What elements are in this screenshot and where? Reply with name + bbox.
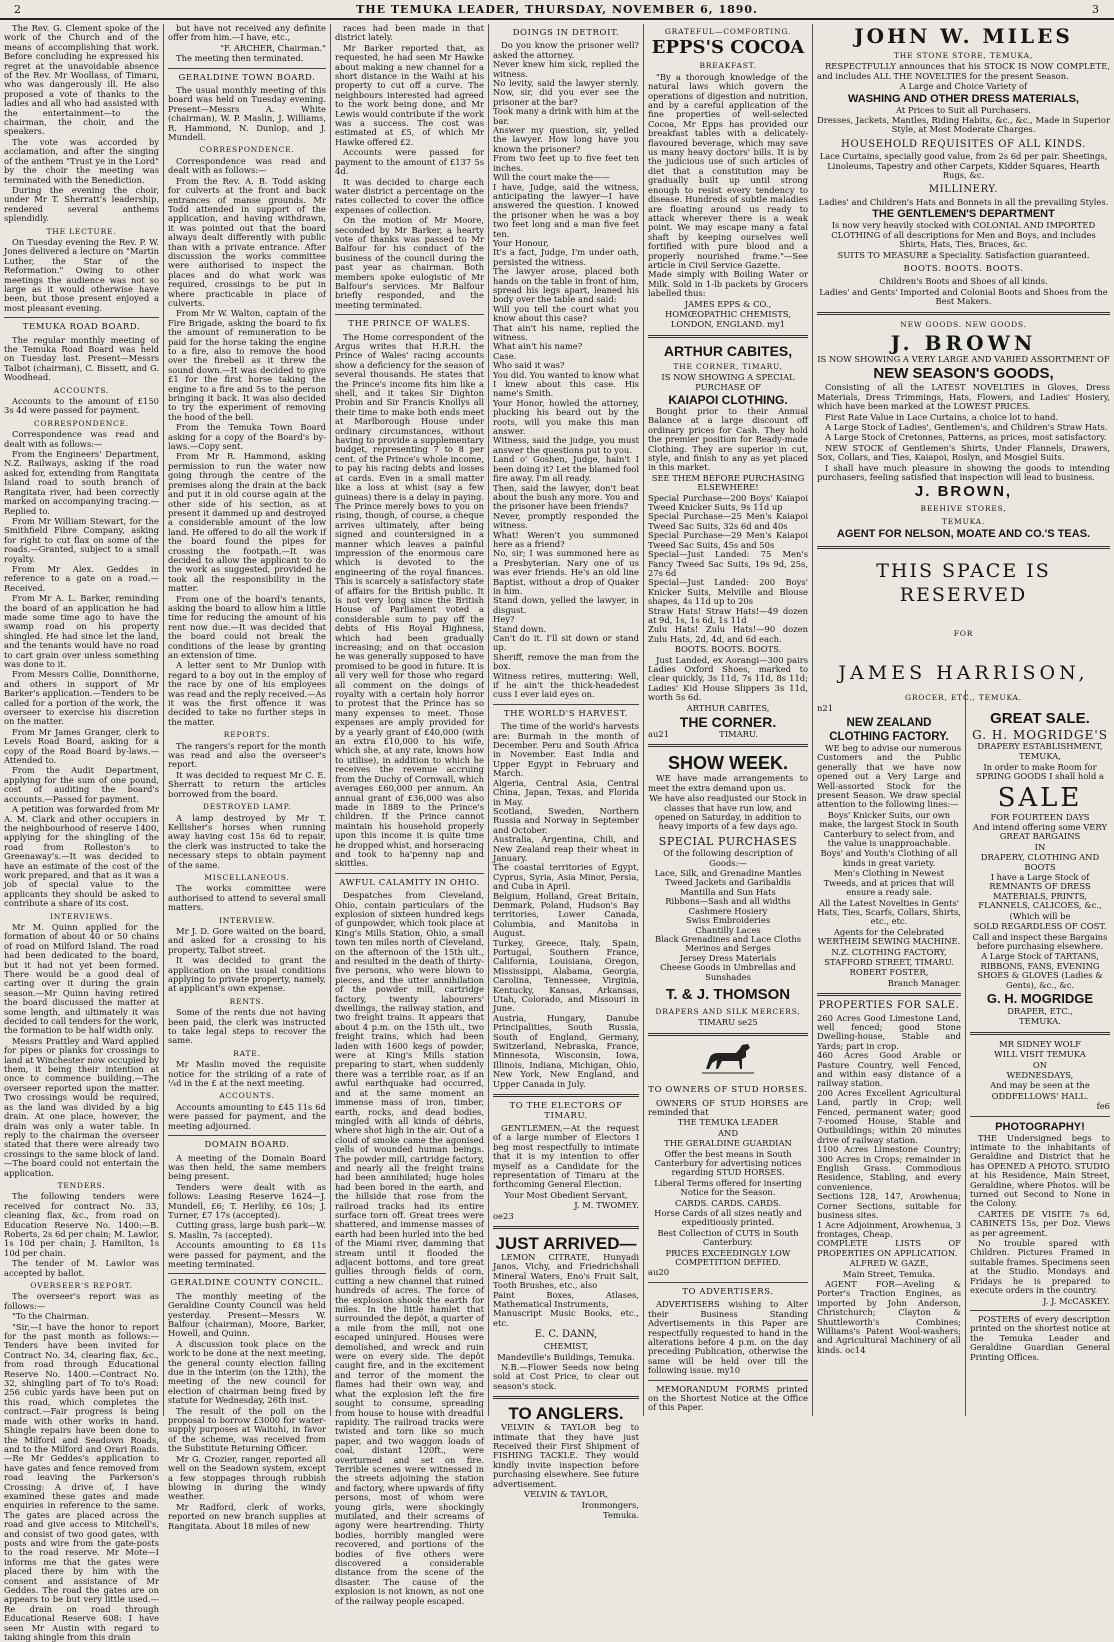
paragraph: I have a Large Stock of REMNANTS OF DRESS MATERIALS, PRINTS, FLANNELS, CALICOES, &c., (978, 872, 1102, 911)
advert-title: PROPERTIES FOR SALE. (818, 1000, 960, 1012)
paragraph: In order to make Room for SPRING GOODS I shall hold a (975, 761, 1104, 782)
paragraph: Dresses, Jackets, Mantles, Riding Habits, &c., &c., Made in Superior Style, at Most Moderate Charges. (817, 115, 1110, 135)
paragraph: LEMON CITRATE, Hunyadi Janos, Vichy, and Friedrichshall Mineral Waters, Eno's Fruit Salt, Tooth Brushes, etc., also Paint Boxes, Atlases, Mathematical Instruments, Manuscript Music Books, etc., etc. (493, 1251, 639, 1328)
paragraph: From the Engineers' Department, N.Z. Railways, asking if the road asked for, extending from Rangitata Island road to south branch of Rangitata river, had been correctly marked on accompanying tracing.—Replied to. (4, 449, 159, 516)
subheading: RENTS. (229, 996, 265, 1006)
paragraph: CARDS. CARDS. CARDS. (674, 1197, 782, 1208)
advert-highlight: SALE (997, 782, 1083, 813)
paragraph: ADVERTISERS wishing to Alter their Business Standing Advertisements in this Paper are respectfully requested to hand in the alterations before 4 p.m. on the day preceding Publication, otherwise the same will be held over till the following issue. my10 (648, 1299, 808, 1376)
paragraph: The Home correspondent of the Argus writes that H.R.H. the Prince of Wales' racing accounts show a deficiency for the season of several thousands. He states that the Prince's income fits him like a shell, and it takes Sir Dighton Probin and Sir Francis Knollys all their time to make both ends meet at Marlborough House under ordinary circumstances, without having to provide a supplementary budget, representing 7 to 8 per cent. of the Prince's whole income, to pay his racing debts and losses at cards. Even in a small matter like a loss at whist (say a few guineas) there is a delay in paying. The Prince merely bows to you on rising, though, of course, a cheque arrives ultimately, after being signed and countersigned in a manner which leaves a painful impression of the enormous care which is devoted to the engineering of the royal finances. This is scarcely a satisfactory state of affairs for the British public. It is not very long since the British House of Parliament voted a considerable sum to pay off the debts of His Royal Highness, which had been gradually increasing; and on that occasion he was generally supposed to have promised to be good in future. It is all very well for those who regard all comment on the doings of royalty with a certain holy horror to protest that the Prince has so many expenses to meet. Those expenses are amply provided for by a yearly grant of £40,000 (with an extra £10,000 to his wife, which she, at any rate, knows how to utilise), in addition to which he receives the revenue accruing from the Duchy of Cornwall, which averages £60,000 per annum. An annual grant of £36,000 was also made in 1889 to the Prince's children. If the Prince cannot maintain his household properly upon this income it is quite time he dropped whist, and horseracing and took to ha'penny nap and skittles. (335, 331, 484, 869)
advertiser-name: T. & J. THOMSON (665, 985, 791, 1003)
paragraph: At Prices to Suit all Purchasers. (895, 104, 1032, 115)
subheading: INTERVIEWS. (50, 911, 113, 921)
paragraph: OWNERS OF STUD HORSES are reminded that (648, 1097, 808, 1117)
advertiser-role: CHEMIST, (543, 1341, 589, 1352)
advertiser-name: JAMES EPPS & CO., (684, 298, 772, 309)
paragraph: Messrs Prattley and Ward applied for pipes or planks for crossings to land at Winchester now occupied by them, it being their intention at once to commence building.—The overseer reported upon the matter. Two crossings would be required, as the land was divided by a big drain. At one place, however, the drain was only a water table. In reply to the chairman the overseer stated that there were already two crossings to the same block of land.—The board could not entertain the application. (4, 1035, 159, 1178)
paragraph: Mr M. Quinn applied for the formation of about 40 or 50 chains of road on Milford Island. The road had been dedicated to the board, but it had not yet been formed. There would be a good deal of carting over it during the grain season.—Mr Quinn having retired the board discussed the matter at some length, and ultimately it was decided to call tenders for the work, the formation to be half width only. (4, 921, 159, 1036)
paragraph: WILL VISIT TEMUKA (994, 1049, 1086, 1060)
paragraph: The result of the poll on the proposal to borrow £3000 for water-supply purposes at Waitohi, in favor of the scheme, was received from the Substitute Returning Officer. (168, 1405, 326, 1454)
paragraph: Ladies' and Children's Hats and Bonnets in all the prevailing Styles. (818, 196, 1109, 207)
subheading: INTERVIEW. (218, 915, 276, 925)
paragraph: Men's Clothing in Newest Tweeds, and at prices that will ensure a ready sale. (823, 868, 955, 898)
property-list: 260 Acres Good Limestone Land, well fenced; good Stone Dwelling-house, Stable and Yards; part in crop. 460 Acres Good Arable or Pasture Country, well Fenced, and within easy distance of a railway station. 200 Acres Excellent Agricultural Land, partly in Crop; well Fenced, permanent water; good 7-roomed House, Stable and Outbuildings; within 20 minutes drive of railway station. 1100 Acres Limestone Country; 300 Acres in Crops; remainder in English Grass. Commodious Residence, Stabling, and every convenience. Sections 128, 147, Arowhenua; Corner Sections, suitable for business sites. 1 Acre Adjoinment, Arowhenua, 3 frontages, Cheap. COMPLETE LISTS OF PROPERTIES ON APPLICATION. (817, 1012, 961, 1258)
paragraph: "By a thorough knowledge of the natural laws which govern the operations of digestion and nutrition, and by a careful application of the fine properties of well-selected Cocoa, Mr Epps has provided our breakfast tables with a delicately-flavoured beverage, which may save us many heavy doctors' bills. It is by the judicious use of such articles of diet that a constitution may be gradually built up until strong enough to resist every tendency to disease. Hundreds of subtle maladies are floating around us ready to attack wherever there is a weak point. We may escape many a fatal shaft by keeping ourselves well fortified with pure blood and a properly nourished frame."—See article in Civil Service Gazette. Made simply with Boiling Water or Milk. Sold in 1-lb packets by Grocers labelled thus: (648, 71, 808, 299)
masthead-title: THE TEMUKA LEADER, THURSDAY, NOVEMBER 6, 1890. (356, 2, 758, 16)
paragraph: Call and inspect these Bargains before purchasing elsewhere. (972, 931, 1108, 951)
paragraph: MEMORANDUM FORMS printed on the Shortest Notice at the Office of this Paper. (648, 1383, 808, 1413)
subheading: CORRESPONDENCE. (199, 145, 295, 155)
column-6-lower (813, 694, 965, 1416)
paragraph: From the Temuka Town Board asking for a copy of the Board's by-laws.—Copy sent. (168, 422, 326, 452)
advert-highlight: NEW SEASON'S GOODS, (873, 365, 1054, 383)
article-title: THE WORLD'S HARVEST. (503, 708, 629, 719)
masthead (0, 0, 1114, 20)
advertiser-place: Temuka. (603, 1509, 639, 1520)
article-title: GERALDINE COUNTY CONCIL. (170, 1278, 324, 1289)
advertiser-address: LONDON, ENGLAND. my1 (670, 319, 786, 330)
paragraph: (Which will be (1009, 910, 1071, 921)
paragraph: N.B.—Flower Seeds now being sold at Cost Price, to clear out season's stock. (493, 1362, 639, 1391)
paragraph: It was decided to charge each water district a percentage on the rates collected to cover the office expenses of collection. (335, 176, 484, 215)
paragraph: WEDNESDAYS, (1006, 1069, 1074, 1080)
divider (493, 704, 639, 705)
advertiser-name: G. H. MOGRIDGE'S (972, 728, 1108, 742)
paragraph: From Mr W. Walton, captain of the Fire Brigade, asking the board to fix the amount of remuneration to be paid for the horse taking the engine to a fire, also to remove the hood over the firebell as it threw the sound down.—It was decided to give £1 for the first horse taking the engine to a fire and 5s to the person bringing it back. It was also decided to try the experiment of removing the hood of the bell. (168, 308, 326, 422)
advertiser-name: N.Z. CLOTHING FACTORY, (831, 946, 947, 957)
ad-code: n21 (817, 703, 834, 714)
paragraph: SUITS TO MEASURE a Speciality. Satisfaction guaranteed. (837, 249, 1090, 260)
paragraph: Tenders were dealt with as follows: Leasing Reserve 1624—J. Mundell, £6; T. Herlihy, £6 10s; J. Turner, £7 17s (accepted). (168, 1181, 326, 1220)
advert-title: TO THE ELECTORS OF TIMARU. (509, 1101, 623, 1121)
advertiser-name: JOHN W. MILES (854, 24, 1073, 48)
advertiser-name: ALFRED W. GAZE, (849, 1258, 929, 1269)
paragraph: Ladies' and Gents' Imported and Colonial Boots and Shoes from the Best Makers. (819, 286, 1108, 307)
column-1 (0, 23, 163, 1642)
paragraph: WE beg to advise our numerous Customers and the Public generally that we have now opened out a Very Large and Well-assorted Stock for the present Season. We draw special attention to the following lines:— (817, 743, 961, 810)
ad-code: se25 (737, 1017, 758, 1028)
article-title: TEMUKA ROAD BOARD. (22, 322, 141, 333)
advert-headline: PHOTOGRAPHY! (995, 1120, 1085, 1133)
advertiser-role: DRAPERY ESTABLISHMENT, (977, 741, 1103, 751)
paragraph: Mr Barker reported that, as requested, he had seen Mr Hawke about making a new channel for a short distance in the Waihi at his property to cut off a curve. The neighbours interested had agreed to the work being done, and Mr Lewis would contribute if the work was a success. The cost was estimated at £5, of which Mr Hawke offered £2. (335, 42, 484, 147)
signature: J. M. TWOMEY. (574, 1200, 639, 1211)
paragraph: A Large Stock of TARTANS, RIBBONS, FANS, EVENING SHOES & GLOVES (Ladies & Gents), &c., &c. (977, 951, 1103, 990)
divider (970, 1310, 1110, 1311)
paragraph: From the Audit Department, applying for the sum of one pound, cost of auditing the board's accounts.—Passed for payment. (4, 765, 159, 804)
paragraph: On Tuesday evening the Rev. P. W. Jones delivered a lecture on "Martin Luther, the Star of the Reformation." Owing to other meetings the audience was not so large as it would otherwise have been, but those present enjoyed a most pleasant evening. (4, 236, 159, 313)
advert-subheading: BREAKFAST. (699, 61, 757, 71)
subheading: CORRESPONDENCE. (33, 418, 130, 428)
paragraph: THE Undersigned begs to intimate to the inhabitants of Geraldine and District that he has OPENED A PHOTO. STUDIO at his Residence, Main Street, Geraldine, where Photos. will be turned out Second to None in the Colony. (970, 1132, 1110, 1209)
subheading: ACCOUNTS. (219, 1091, 275, 1101)
ad-code: oe23 (493, 1210, 514, 1221)
paragraph: The following tenders were received for contract No. 33, cleaning flax, &c., from road on Education Reserve No. 1400:—B. Roberts, 2s 6d per chain; M. Lawlor, 1s 10d per chain; J. Hamilton, 1s 10d per chain. (4, 1191, 160, 1258)
subheading: THE LECTURE. (46, 226, 117, 236)
paragraph: No trouble spared with Children. Pictures Framed in suitable frames. Specimens seen at the Studio. Mondays and Fridays he is prepared to execute orders in the country. (970, 1238, 1110, 1296)
divider (970, 1116, 1110, 1117)
paragraph: I shall have much pleasure in showing the goods to intending purchasers, feeling satisfied that inspection will lead to business. (817, 462, 1110, 482)
price-list: Special Purchase—200 Boys' Kaiapoi Tweed Knicker Suits, 9s 11d up Special Purchase—25 Men's Kaiapoi Tweed Sac Suits, 32s 6d and 40s Special Purchase—29 Men's Kaiapoi Tweed Sac Suits, 45s and 50s Special—Just Landed: 75 Men's Fancy Tweed Sac Suits, 19s 9d, 25s, 27s 6d Special—Just Landed: 200 Boys' Knicker Suits, Melville and Blouse shapes, 4s 11d up to 20s Straw Hats! Straw Hats!—49 dozen at 9d, 1s, 1s 6d, 1s 11d Zulu Hats! Zulu Hats!—90 dozen Zulu Hats, 2d, 4d, and 6d each. (648, 492, 808, 644)
column-7 (966, 694, 1114, 1416)
paragraph: All the Latest Novelties in Gents' Hats, Ties, Scarfs, Collars, Shirts, etc., etc. (817, 897, 961, 927)
advertiser-name: J. BROWN, (914, 483, 1013, 501)
paragraph: "To the Chairman. (12, 1311, 90, 1322)
paragraph: Is now very heavily stocked with COLONIAL AND IMPORTED CLOTHING of all descriptions for Men and Boys, and includes Shirts, Hats, Ties, Braces, &c. (831, 220, 1096, 250)
paragraph: Despatches from Cleveland, Ohio, contain particulars of the explosion of sixteen hundred kegs of gunpowder, which took place at King's Mills Station, Ohio, a small town ten miles north of Cleveland, on the afternoon of the 15th ult., and resulted in the death of thirty-five persons, who were blown to pieces, and the utter annihilation of the powder mill, cartridge factory, twenty labourers' dwellings, the railway station, and two freight trains. It appears that about 4 p.m. on the 15th ult., two freight trains, which had been laden with 1600 kegs of powder, were at King's Mills station preparing to start, when suddenly there was a terrible roar, as if an awful earthquake had occurred, and at the same moment an immense mass of iron, timber, earth, rocks, and dead bodies, mingled with all kinds of débris, where shot high in the air. Out of a cloud of smoke came the agonised yells of wounded human beings. The powder mill, cartridge factory, and nearly all the freight trains had been annihilated; huge holes had been bored in the earth, and the hillside that rose from the railroad tracks had its entire surface torn off. Great trees were shattered, and immense masses of earth had been hurled into the bed of the Miami river, damming that stream until it flooded the adjacent bottoms, and tore great gullies through fields of corn, cutting a new channel that ruined hundreds of acres. The force of the explosion shook the earth for miles. In the little hamlet that surrounded the depôt, a quarter of a mile from the mill, not one escaped uninjured. Houses were demolished, and wreck and ruin were on every side. The depôt caught fire, and in the excitement and terror of the moment the flames had their own way, and what the explosion left the fire sought to consume, spreading from house to house with dreadful rapidity. The railroad tracks were twisted and torn like so much paper, and two waggon loads of coal, distant 120ft., were overturned and set on fire. Terrible scenes were witnessed in the streets adjoining the station and factory, where upwards of fifty persons, most of whom were young girls, were shockingly mutilated, and their screams of agony were heartrending. Thirty bodies, horribly mangled were recovered, and portions of the bodies of five others were discovered a considerable distance from the scene of the disaster. The cause of the explosion is not known, as not one of the railway people escaped. (335, 890, 484, 1606)
paragraph: A petition was forwarded from Mr A. M. Clark and other occupiers in the neighbourhood of reserve 1400, applying for the shingling of the road from Rolleston's to Greenaway's.—It was decided to have an estimate of the cost of the work prepared, and that as it was a job of special value to the applicants they should be asked to contribute a share of its cost. (4, 804, 159, 909)
paragraph: It was decided to grant the application on the usual conditions applying to private property, namely, at applicant's own expense. (168, 955, 326, 994)
column-3 (331, 23, 488, 1606)
advertiser-address: Mandeville's Buildings, Temuka. (497, 1351, 635, 1362)
paragraph: From Messrs Collie, Donnithorne, and others in support of Mr Barker's application.—Tenders to be called for a portion of the work, the overseer to exercise his discretion on the matter. (4, 669, 159, 727)
divider (168, 1135, 326, 1136)
subheading: MISCELLANEOUS. (204, 872, 290, 882)
article-title: AWFUL CALAMITY IN OHIO. (339, 877, 480, 888)
manager-name: ROBERT FOSTER, (849, 967, 929, 978)
paragraph: ON (1032, 1059, 1048, 1070)
paragraph: AGENT FOR—Aveling & Porter's Traction Engines, as imported by John Anderson, Christchurch; Clayton & Shuttleworth's Combines; Williams's Patent Wool-washers; and Agricultural Machinery of all kinds. oc14 (817, 1278, 961, 1355)
paragraph: And may be seen at the (990, 1080, 1090, 1091)
paragraph: Of the following description of Goods:— (663, 848, 793, 868)
advert-kicker: GRATEFUL—COMFORTING. (664, 27, 792, 36)
advertiser-place: TEMUKA. (941, 516, 986, 526)
paragraph: VELVIN & TAYLOR beg to intimate that they have just Received their First Shipment of FISHING TACKLE. They would kindly invite inspection before purchasing elsewhere. See future advertisement. (493, 1422, 639, 1489)
subheading: REPORTS. (223, 730, 271, 740)
advert-headline: GREAT SALE. (990, 710, 1090, 727)
subheading: DESTROYED LAMP. (202, 802, 292, 812)
advert-subheading: SPECIAL PURCHASES (658, 834, 798, 848)
advert-headline: SHOW WEEK. (668, 753, 788, 774)
subheading: RATE. (233, 1048, 261, 1058)
paragraph: IS NOW SHOWING A SPECIAL PURCHASE OF (661, 372, 795, 392)
advert-subheading: MILLINERY. (928, 184, 999, 196)
advertiser-name: E. C. DANN, (534, 1329, 598, 1341)
paragraph: The Rev. G. Clement spoke of the work of the Church and of the means of accomplishing that work. Before concluding he expressed his regret at the unavoidable absence of the Rev. Mr Woollass, of Timaru, who was dangerously ill. He also proposed a vote of thanks to the ladies and all who had assisted with the entertainment—to the chairman, the choir, and the speakers. (4, 23, 159, 137)
advertiser-place: TEMUKA. (1019, 1016, 1061, 1027)
advertiser-role: HOMŒOPATHIC CHEMISTS, (665, 308, 791, 319)
paragraph: From Mr William Stewart, for the Smithfield Fibre Company, asking for right to cut flax on some of the roads.—Granted, subject to a small royalty. (4, 515, 159, 564)
paper-name: THE GERALDINE GUARDIAN (664, 1138, 792, 1149)
paragraph: The vote was accorded by acclamation, and after the singing of the anthem "Trust ye in the Lord" by the choir the meeting was terminated with the Benediction. (4, 136, 159, 185)
advertiser-name: VELVIN & TAYLOR, (524, 1489, 608, 1500)
advertiser-role: DRAPERS AND SILK MERCERS, (655, 1006, 801, 1016)
paragraph: Bought prior to their Annual Balance at a large discount off ordinary prices for Cash. They hold the premier position for Ready-made Clothing. They are superior in cut, style, and finish to any as yet placed in this market. (648, 406, 808, 473)
advert-highlight: AGENT FOR NELSON, MOATE AND CO.'S TEAS. (836, 528, 1091, 541)
paragraph: From Mr A. L. Barker, reminding the board of an application he had made some time ago to have the swamp road on his property shingled. He had since let the land, and the tenants would have no road to cart grain over unless something was done to it. (4, 593, 159, 669)
advertiser-address: STAFFORD STREET, TIMARU. (824, 956, 954, 967)
paragraph: It was decided to request Mr C. E. Sherratt to return the articles borrowed from the board. (168, 769, 326, 799)
advertiser-store: BEEHIVE STORES, (920, 504, 1007, 514)
column-4 (489, 24, 643, 1520)
place: TIMARU (698, 1017, 736, 1028)
goods-list: Lace, Silk, and Grenadine Mantles Tweed Jackets and Garibaldis Mantilla and Sun Hats Ribbons—Sash and all widths Cashmere Hosiery Swiss Embroideries Chantilly Laces Black Grenadines and Lace Cloths Merinos and Serges Jersey Dress Materials Cheese Goods in Umbrellas and Sunshades (654, 868, 802, 982)
advert-subheading: BOOTS. BOOTS. BOOTS. (903, 263, 1024, 274)
advertiser-place: TEMUKA, (1019, 751, 1061, 762)
signature: "F. ARCHER, Chairman." (220, 42, 326, 53)
paragraph: IS NOW SHOWING A VERY LARGE AND VARIED ASSORTMENT OF (817, 353, 1110, 364)
divider (493, 1094, 639, 1097)
advert-subheading: FOR (953, 629, 974, 639)
paragraph: On the motion of Mr Moore, seconded by Mr Barker, a hearty vote of thanks was passed to Mr Balfour for his conduct of the business of the council during the past year as chairman. Both members spoke eulogistic of Mr Balfour's services. Mr Balfour briefly responded, and the meeting terminated. (335, 215, 484, 310)
divider (168, 1273, 326, 1274)
paragraph: Lace Curtains, specially good value, from 2s 6d per pair. Sheetings, Linoleums, Tapestry and other Carpets, Kidder Squares, Hearth Rugs, &c. (819, 151, 1108, 181)
paragraph: The works committee were authorised to attend to several small matters. (168, 883, 326, 913)
paragraph: DRAPERY, CLOTHING AND BOOTS (980, 852, 1100, 872)
paragraph: The monthly meeting of the Geraldine County Council was held yesterday. Present—Messrs W. Balfour (chairman), Moore, Barker, Howell, and Quinn. (168, 1290, 326, 1339)
divider (648, 335, 808, 338)
divider (817, 546, 1110, 549)
advert-title: TO OWNERS OF STUD HORSES. (648, 1085, 808, 1096)
advert-headline: NEW ZEALAND CLOTHING FACTORY. (829, 717, 949, 743)
paragraph: "Sir,—I have the honor to report for the past month as follows:—Tenders have been invited for Contract No. 34, clearing flax, &c., from road through Educational Reserve No. 1400.—Contract No. 32, shingling part of To to's Road: 256 cubic yards have been put on this road, which completes the contract.—Fair progress is being made with other works in hand. Shingle repairs have been done to the Milford and Seadown Roads, and to the Milford and Orari Roads.—Re Mr Geddes's application to have gates and fence removed from road leaving the Parkerson's Crossing: A drive of, I have examined these gates and made enquiries in reference to the same. The gates are placed across the road and give access to Mitchell's, and consist of two good gates, with posts and wire from the gate-posts to the road reserve. Mr Mote—I informs me that the gates were placed there by him with the consent and assistance of Mr Geddes. The road the gates are on appears to be but very little used.—Re drain on road through Educational Reserve 608: I have seen Mr Austin with regard to taking shingle from this drain (4, 1321, 159, 1642)
column-5 (644, 24, 812, 1416)
column-6-top (813, 24, 1114, 714)
paragraph: RESPECTFULLY announces that his STOCK IS NOW COMPLETE, and includes ALL THE NOVELTIES for the present Season. (817, 61, 1110, 81)
paragraph: Horse Cards of all sizes neatly and expeditiously printed. (654, 1208, 802, 1228)
paragraph: Just Landed, ex Aorangi—300 pairs Ladies Oxford Shoes, marked to clear quickly, 3s 11d, 7s 11d, 8s 11d; Ladies' Kid House Slippers 3s 11d, worth 5s 6d. (648, 654, 808, 703)
paragraph: ODDFELLOWS' HALL. (991, 1090, 1089, 1101)
manager-role: Branch Manager. (887, 977, 961, 988)
advert-headline: THIS SPACE IS RESERVED (876, 560, 1051, 607)
page-number-left: 2 (14, 2, 22, 16)
advert-title: TO ADVERTISERS. (682, 1286, 774, 1297)
divider (648, 1380, 808, 1381)
divider (493, 1396, 639, 1399)
divider (493, 1226, 639, 1229)
article-title: GERALDINE TOWN BOARD. (178, 72, 316, 83)
paragraph: SEE THEM BEFORE PURCHASING ELSEWHERE! (651, 472, 805, 493)
advertiser-place (648, 1018, 808, 1027)
paragraph: The regular monthly meeting of the Temuka Road Board was held on Tuesday last. Present—Messrs Talbot (chairman), C. Bissett, and G. Woodhead. (4, 334, 159, 383)
paragraph: NEW STOCK of Gentlemen's Shirts, Under Flannels, Drawers, Sox, Collars, and Ties, Kaiapoi, Roslyn, and Mosgiel Suits. (817, 442, 1110, 463)
paragraph: The tender of M. Lawlor was accepted by ballot. (4, 1258, 159, 1278)
divider (335, 314, 484, 315)
paragraph: Mr Maslin moved the requisite notice for the striking of a rate of ¼d in the £ at the next meeting. (168, 1059, 326, 1089)
paragraph: Accounts were passed for payment to the amount of £137 5s 4d. (335, 147, 484, 177)
paragraph: IN (1034, 841, 1046, 852)
advertiser-name: MR SIDNEY WOLF (999, 1038, 1081, 1049)
paper-name: THE TEMUKA LEADER (677, 1117, 779, 1128)
paragraph: A Large and Choice Variety of (899, 81, 1028, 92)
advert-headline: JUST ARRIVED— (495, 1233, 637, 1253)
advert-headline: TO ANGLERS. (508, 1404, 624, 1424)
ad-code: au20 (648, 1267, 670, 1278)
article-title: DOINGS IN DETROIT. (512, 28, 620, 38)
paragraph: From one of the board's tenants, asking the board to allow him a little time for reducing the amount of his rent now due.—It was decided that the board could not break the conditions of the lease by granting an extension of time. (168, 593, 326, 660)
paragraph: PRICES EXCEEDINGLY LOW COMPETITION DEFIED. (665, 1247, 791, 1268)
paragraph: Best Collection of CUTS in South Canterbury. (657, 1227, 799, 1248)
paragraph: The time of the world's harvests are: Burmah in the month of December. Peru and South Africa in November. East India and Upper Egypt in February and March. Algeria, Central Asia, Central China, Japan, Texas, and Florida in May. Scotland, Sweden, Northern Russia and Norway in September and October. Australia, Argentina, Chili, and New Zealand reap their wheat in January. The coastal territories of Egypt, Cyprus, Syria, Asia Minor, Persia, and Cuba in April. Belgium, Holland, Great Britain, Denmark, Poland, Hudson's Bay territories, Lower Canada, Columbia, and Manitoba in August. Turkey, Greece, Italy, Spain, Portugal, Southern France, California, Louisiana, Oregon, Mississippi, Alabama, Georgia, Carolina, Tennessee, Virginia, Kentucky, Kansas, Arkansas, Utah, Colorado, and Missouri in June. Austria, Hungary, Danube Principalities, South Russia, South of England, Germany, Switzerland, Nebraska, France, Minnesota, Wisconsin, Iowa, Illinois, Indiana, Michigan, Ohio, New York, New England, and Upper Canada in July. (493, 721, 639, 1089)
divider (335, 873, 484, 874)
ad-code: au21 (648, 729, 670, 739)
advert-headline: EPPS'S COCOA (651, 37, 805, 59)
advertiser-place (648, 730, 808, 739)
paragraph: A lamp destroyed by Mr T. Kellisher's horses when running away having cost 15s 6d to repair, the clerk was instructed to take the necessary steps to obtain payment of the same. (168, 812, 326, 870)
divider (648, 1282, 808, 1283)
paragraph: Boys' Knicker Suits, our own make, the largest Stock in South Canterbury to select from, and the value is unapproachable. (819, 809, 959, 849)
paragraph: Consisting of all the LATEST NOVELTIES in Gloves, Dress Materials, Dress Trimmings, Hats, Flowers, and Ladies' Hosiery, which have been marked at the LOWEST PRICES. (817, 382, 1110, 412)
paragraph: Accounts to the amount of £150 3s 4d were passed for payment. (4, 396, 159, 416)
advertiser-store: THE CORNER. (679, 714, 777, 730)
paragraph: FOR FOURTEEN DAYS (990, 811, 1090, 822)
advert-kicker: NEW GOODS. NEW GOODS. (900, 319, 1027, 329)
advert-subheading: HOUSEHOLD REQUISITES OF ALL KINDS. (841, 138, 1086, 150)
paragraph: Mr Radford, clerk of works, reported on new branch supplies at Rangitata. About 18 miles of new (168, 1501, 326, 1531)
paragraph: First Rate Value in Lace Curtains, a choice lot to hand. (825, 411, 1059, 422)
paragraph: Mr G. Crozier, ranger, reported all well on the Seadown system, except a few stoppages through rubbish blowing in during the windy weather. (168, 1453, 326, 1502)
advertiser-name: J. BROWN (890, 330, 1037, 355)
place: TIMARU. (719, 729, 758, 739)
advertiser-address: THE STONE STORE, TEMUKA, (893, 51, 1034, 60)
divider (648, 1033, 808, 1036)
advertiser-role: DRAPER, ETC., (1007, 1005, 1073, 1016)
horse-icon (648, 1041, 808, 1081)
paragraph: Mr J. D. Gore waited on the board, and asked for a crossing to his property, Talbot street. (168, 925, 326, 955)
paragraph: Liberal Terms offered for inserting Notice for the Season. (654, 1177, 802, 1198)
paragraph: A letter sent to Mr Dunlop with regard to a boy out in the employ of the race by one of his employees was read and the reply received.—As it was the first offence it was decided to take no further steps in the matter. (168, 660, 326, 727)
paragraph: Correspondence was read and dealt with as follows:— (4, 429, 159, 449)
page-number-right: 3 (1091, 2, 1100, 16)
paragraph: Accounts amounting to £45 11s 6d were passed for payment, and the meeting adjourned. (168, 1101, 326, 1131)
paragraph: POSTERS of every description printed on the shortest notice at the Temuka Leader and Geraldine Guardian General Printing Offices. (970, 1313, 1110, 1362)
paragraph: CARTES DE VISITE 7s 6d, CABINETS 15s, per Doz. Views as per agreement. (970, 1208, 1110, 1238)
conjunction: AND (717, 1127, 739, 1138)
advertiser-name: ARTHUR CABITES, (686, 702, 770, 713)
paragraph: races had been made in that district lately. (335, 23, 484, 43)
paragraph: The overseer's report was as follows:— (4, 1291, 159, 1311)
paragraph: From Mr R. Hammond, asking permission to run the water now going through the centre of the premises along the drain at the back and put it in old course again at the other side of his section, as at present it dammed up and destroyed a considerable amount of the low land. He offered to do all the work if the board found the pipes for crossing the footpath.—It was decided to allow the applicant to do the work as suggested, provided he took all the responsibility in the matter. (168, 451, 326, 594)
subheading: TENDERS. (57, 1180, 106, 1190)
ad-code: fe6 (1096, 1101, 1110, 1112)
advert-highlight: THE GENTLEMEN'S DEPARTMENT (872, 208, 1055, 221)
paragraph: We have also readjusted our Stock in classes that have run low, and opened on Saturday, in addition to heavy imports of a few days ago. (649, 793, 807, 832)
paragraph: GENTLEMEN,—At the request of a large number of Electors I beg most respectfully to intimate that it is my intention to offer myself as a Candidate for the representation of Timaru at the forthcoming General Election. (493, 1122, 639, 1190)
paragraph: The rangers's report for the month was read and also the overseer's report. (168, 740, 326, 770)
article-title: THE PRINCE OF WALES. (348, 319, 471, 330)
paragraph: A meeting of the Domain Board was then held, the same members being present. (168, 1152, 326, 1182)
divider (648, 744, 808, 747)
advert-subheading: THE CORNER, TIMARU, (673, 361, 783, 371)
divider (817, 312, 1110, 315)
paragraph: but have not received any definite offer from him.—I have, etc., (168, 23, 326, 43)
advertiser-role: GROCER, ETC., TEMUKA. (905, 692, 1022, 702)
paragraph: And intend offering some VERY GREAT BARGAINS (973, 822, 1107, 842)
subheading: OVERSEER'S REPORT. (30, 1281, 133, 1290)
column-2 (164, 23, 330, 1531)
paragraph: Do you know the prisoner well? asked the attorney. Never knew him sick, replied the witness. No levity, said the lawyer sternly. Now, sir, did you ever see the prisoner at the bar? Took many a drink with him at the bar. Answer my question, sir, yelled the lawyer. How long have you known the prisoner? From two feet up to five feet ten inches. Will the court make the—— I have, Judge, said the witness, anticipating the lawyer—I have answered the question. I knowed the prisoner when he was a boy two feet long and a man five feet ten. Your Honour, It's a fact, Judge, I'm under oath, persisted the witness. The lawyer arose, placed both hands on the table in front of him, spread his legs apart, leaned his body over the table and said: Will you tell the court what you know about this case? That ain't his name, replied the witness. What ain't his name? Case. Who said it was? You did. You wanted to know what I knew about this case. His name's Smith. Your Honor, howled the attorney, plucking his beard out by the roots, will you make this man answer. Witness, said the judge, you must answer the questions put to you. Land o' Goshen, Judge, hain't I been doing it? Let the blamed fool fire away. I'm all ready. Then, said the lawyer, don't beat about the bush any more. You and the prisoner have been friends? Never, promptly responded the witness. What! Weren't you summoned here as a friend? No, sir; I was summoned here as a Presbyterian. Nary one of us was ever friends. He's an old line Baptist, without a drop of Quaker in him. Stand down, yelled the lawyer, in disgust. Hey? Stand down. Can't do it. I'll sit down or stand up. Sheriff, remove the man from the box. Witness retires, muttering: Well, if he ain't the thick-headedest cuss I ever laid eyes on. (493, 40, 639, 700)
paragraph: A Large Stock of Cretonnes, Patterns, as prices, most satisfactory. (825, 432, 1107, 443)
article-title: DOMAIN BOARD. (204, 1140, 290, 1151)
paragraph: SOLD REGARDLESS OF COST. (973, 921, 1107, 932)
paragraph: Children's Boots and Shoes of all kinds. (879, 276, 1048, 287)
paragraph: Some of the rents due not having been paid, the clerk was instructed to take legal steps to recover the same. (168, 1007, 326, 1046)
paragraph: Cutting grass, large bush park—W. S. Maslin, 7s (accepted). (168, 1220, 326, 1240)
advert-highlight: WASHING AND OTHER DRESS MATERIALS, (847, 92, 1079, 105)
closing: Your Most Obedient Servant, (504, 1189, 628, 1200)
paragraph: BOOTS. BOOTS. BOOTS. (674, 644, 782, 655)
advert-headline: ARTHUR CABITES, (663, 342, 793, 359)
paragraph: From Mr James Granger, clerk to Levels Road Board, asking for a copy of the Road Board by-laws.—Attended to. (4, 726, 159, 766)
paragraph: Agents for the Celebrated WERTHEIM SEWING MACHINE. (817, 926, 961, 947)
advertiser-name: G. H. MOGRIDGE (986, 990, 1094, 1006)
subheading: ACCOUNTS. (53, 385, 110, 395)
paragraph: Boys' and Youth's Clothing of all kinds in great variety. (820, 848, 958, 868)
advertiser-name: J. J. McCASKEY. (1043, 1295, 1110, 1306)
divider (817, 993, 961, 996)
paragraph: Offer the best means in South Canterbury for advertising notices regarding STUD HORSES. (654, 1148, 802, 1178)
paragraph: From the Rev. A. B. Todd asking for culverts at the front and back entrances of manse grounds. Mr Todd attended in support of the application, and having withdrawn, it was pointed out that the board always dealt differently with public than with a private entrance. After discussion the works committee were authorised to inspect the places and do what work was required, crossings to be put in where practicable in place of culverts. (168, 175, 326, 308)
paragraph: Correspondence was read and dealt with as follows:— (168, 155, 326, 176)
paragraph: Accounts amounting to £8 11s were passed for payment, and the meeting terminated. (168, 1240, 326, 1269)
paragraph: A Large Stock of Ladies', Gentlemen's, and Children's Straw Hats. (825, 421, 1108, 432)
advertiser-role: Ironmongers, (581, 1499, 639, 1510)
paragraph: The meeting then terminated. (176, 53, 304, 64)
paragraph: WE have made arrangements to meet the extra demand upon us. (648, 773, 808, 793)
advert-highlight: KAIAPOI CLOTHING. (668, 393, 788, 407)
paragraph: A discussion took place on the work to be done at the next meeting, the general county election falling due in the interim (on the 12th), the meeting of the new council for election of chairman being fixed by statute for Wednesday, 26th inst. (168, 1338, 326, 1406)
paragraph: From Mr Alex. Geddes in reference to a gate on a road.—Received. (4, 563, 159, 593)
paragraph: During the evening the choir, under Mr T. Sherratt's leadership, rendered several anthems splendidly. (4, 184, 159, 224)
divider (4, 317, 159, 318)
divider (970, 1032, 1110, 1035)
paragraph: The usual monthly meeting of this board was held on Tuesday evening. Present—Messrs A. White (chairman), W. P. Maslin, J. Williams, R. Hammond, N. Dunlop, and J. Mundell. (168, 85, 326, 143)
divider (168, 68, 326, 69)
advertiser-address: Main Street, Temuka. (843, 1268, 935, 1279)
advertiser-name: JAMES HARRISON, (838, 661, 1089, 684)
